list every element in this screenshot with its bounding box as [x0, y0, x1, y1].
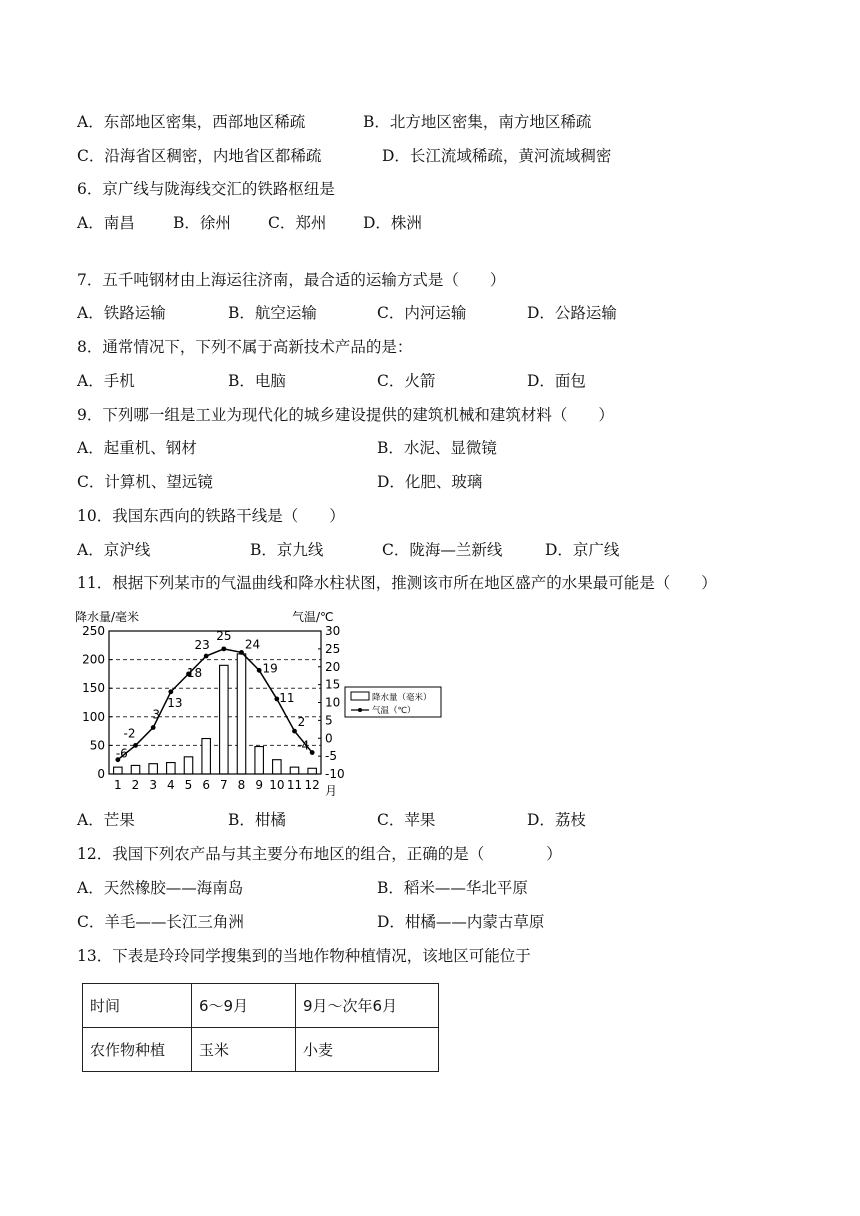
- left-tick-label: 100: [82, 709, 105, 724]
- climate-chart: [74, 606, 474, 802]
- q9-option-c: C．计算机、望远镜: [77, 473, 213, 491]
- crop-table: [82, 983, 439, 1072]
- q11-option-b: B．柑橘: [228, 811, 286, 829]
- q8-stem: 8．通常情况下，下列不属于高新技术产品的是：: [77, 338, 413, 356]
- x-tick-label: 6: [202, 778, 210, 792]
- q9-option-b: B．水泥、显微镜: [377, 439, 497, 457]
- x-tick-label: 9: [255, 778, 263, 792]
- temperature-point: [168, 689, 173, 694]
- x-tick-label: 3: [149, 778, 157, 792]
- right-tick-label: 5: [325, 713, 333, 728]
- x-tick-label: 12: [304, 778, 320, 792]
- temperature-data-label: -6: [115, 746, 128, 761]
- q12-option-c: C．羊毛——长江三角洲: [77, 913, 244, 931]
- q12-option-a: A．天然橡胶——海南岛: [77, 879, 244, 897]
- table-cell: 农作物种植: [83, 1028, 192, 1072]
- temperature-point: [221, 646, 226, 651]
- right-axis-label: 气温/℃: [292, 610, 334, 624]
- temperature-data-label: 18: [186, 665, 203, 680]
- precip-bar: [255, 747, 263, 774]
- temperature-line: [115, 629, 314, 762]
- q8-option-d: D．面包: [527, 372, 586, 390]
- temperature-data-label: 13: [167, 695, 183, 710]
- precip-bar: [167, 763, 175, 774]
- legend-temp-label: 气温（℃）: [372, 706, 416, 716]
- precip-bar: [273, 760, 281, 774]
- temperature-data-label: 19: [262, 661, 278, 676]
- right-tick-label: 30: [325, 624, 341, 638]
- q5-option-d: D．长江流域稀疏，黄河流域稠密: [382, 147, 612, 165]
- q7-option-c: C．内河运输: [377, 304, 467, 322]
- right-tick-label: 0: [325, 731, 333, 746]
- q10-option-a: A．京沪线: [77, 541, 151, 559]
- q11-option-d: D．荔枝: [527, 811, 586, 829]
- q6-option-a: A．南昌: [77, 214, 135, 232]
- precip-bar: [202, 739, 210, 774]
- precip-bar: [237, 654, 245, 774]
- q11-option-a: A．芒果: [77, 811, 135, 829]
- q8-option-c: C．火箭: [377, 372, 436, 390]
- right-tick-label: 20: [325, 659, 341, 674]
- right-tick-label: 25: [325, 641, 341, 656]
- q8-option-a: A．手机: [77, 372, 135, 390]
- q9-option-a: A．起重机、钢材: [77, 439, 197, 457]
- x-axis-unit: 月: [325, 784, 338, 798]
- q7-option-b: B．航空运输: [228, 304, 317, 322]
- right-tick-label: 15: [325, 677, 341, 692]
- precip-bar: [220, 665, 228, 774]
- table-row: [83, 984, 439, 1028]
- table-cell: 6～9月: [192, 984, 296, 1028]
- precipitation-bars: [114, 654, 317, 774]
- right-tick-label: 10: [325, 695, 341, 710]
- q10-stem: 10．我国东西向的铁路干线是（ ）: [77, 507, 345, 525]
- q10-option-c: C．陇海—兰新线: [382, 541, 503, 559]
- x-tick-label: 7: [220, 778, 228, 792]
- temperature-point: [257, 668, 262, 673]
- temperature-point: [310, 750, 315, 755]
- q11-option-c: C．苹果: [377, 811, 436, 829]
- legend-line-dot: [358, 708, 362, 712]
- precip-bar: [308, 768, 316, 774]
- q7-option-a: A．铁路运输: [77, 304, 166, 322]
- precip-bar: [149, 764, 157, 774]
- legend-bar-swatch: [351, 692, 369, 700]
- precip-bar: [184, 757, 192, 774]
- x-tick-label: 1: [114, 778, 122, 792]
- table-cell: 小麦: [296, 1028, 439, 1072]
- temperature-data-label: 25: [216, 628, 232, 643]
- q5-option-b: B．北方地区密集，南方地区稀疏: [363, 113, 592, 131]
- q11-stem: 11．根据下列某市的气温曲线和降水柱状图，推测该市所在地区盛产的水果最可能是（ ）: [77, 574, 717, 592]
- q6-option-b: B．徐州: [173, 214, 231, 232]
- x-tick-label: 2: [131, 778, 140, 792]
- table-cell: 9月～次年6月: [296, 984, 439, 1028]
- x-tick-label: 5: [184, 778, 193, 792]
- table-row: [83, 1028, 439, 1072]
- q7-option-d: D．公路运输: [527, 304, 617, 322]
- precip-bar: [290, 767, 298, 774]
- temperature-data-label: -4: [297, 738, 310, 753]
- q6-option-d: D．株洲: [363, 214, 422, 232]
- x-tick-label: 10: [269, 778, 285, 792]
- q6-stem: 6．京广线与陇海线交汇的铁路枢纽是: [77, 180, 335, 198]
- table-cell: 玉米: [192, 1028, 296, 1072]
- temperature-point: [133, 743, 138, 748]
- temperature-data-label: -2: [123, 726, 136, 741]
- temperature-data-label: 24: [244, 637, 261, 652]
- q8-option-b: B．电脑: [228, 372, 286, 390]
- temperature-point: [292, 729, 297, 734]
- q12-stem: 12．我国下列农产品与其主要分布地区的组合，正确的是（ ）: [77, 845, 562, 863]
- temperature-data-label: 3: [152, 707, 160, 722]
- x-tick-label: 8: [237, 778, 246, 792]
- precip-bar: [131, 765, 139, 774]
- q5-option-a: A．东部地区密集，西部地区稀疏: [77, 113, 306, 131]
- temperature-point: [151, 725, 156, 730]
- temperature-data-label: 2: [297, 715, 306, 730]
- q10-option-d: D．京广线: [545, 541, 620, 559]
- left-tick-label: 0: [97, 767, 105, 781]
- right-tick-label: -5: [325, 749, 337, 764]
- x-tick-label: 4: [167, 778, 175, 792]
- left-tick-label: 150: [82, 681, 105, 696]
- q12-option-b: B．稻米——华北平原: [377, 879, 528, 897]
- temperature-point: [204, 654, 209, 659]
- left-tick-label: 250: [82, 624, 105, 638]
- temperature-data-label: 23: [194, 638, 210, 653]
- q6-option-c: C．郑州: [268, 214, 327, 232]
- precip-bar: [114, 767, 122, 774]
- chart-legend: [345, 687, 441, 717]
- x-tick-label: 11: [286, 778, 303, 792]
- left-axis-label: 降水量/毫米: [75, 610, 140, 624]
- legend-precip-label: 降水量（毫米）: [372, 693, 432, 703]
- table-cell: 时间: [83, 984, 192, 1028]
- q9-option-d: D．化肥、玻璃: [377, 473, 483, 491]
- q13-stem: 13．下表是玲玲同学搜集到的当地作物种植情况，该地区可能位于: [77, 947, 531, 965]
- temperature-data-label: 11: [279, 690, 295, 705]
- q9-stem: 9．下列哪一组是工业为现代化的城乡建设提供的建筑机械和建筑材料（ ）: [77, 406, 614, 424]
- q5-option-c: C．沿海省区稠密，内地省区都稀疏: [77, 147, 322, 165]
- q10-option-b: B．京九线: [250, 541, 324, 559]
- q7-stem: 7．五千吨钢材由上海运往济南，最合适的运输方式是（ ）: [77, 271, 506, 289]
- temperature-point: [239, 650, 244, 655]
- q12-option-d: D．柑橘——内蒙古草原: [377, 913, 545, 931]
- left-tick-label: 200: [82, 652, 105, 667]
- right-tick-label: -10: [325, 767, 345, 781]
- left-tick-label: 50: [89, 738, 105, 753]
